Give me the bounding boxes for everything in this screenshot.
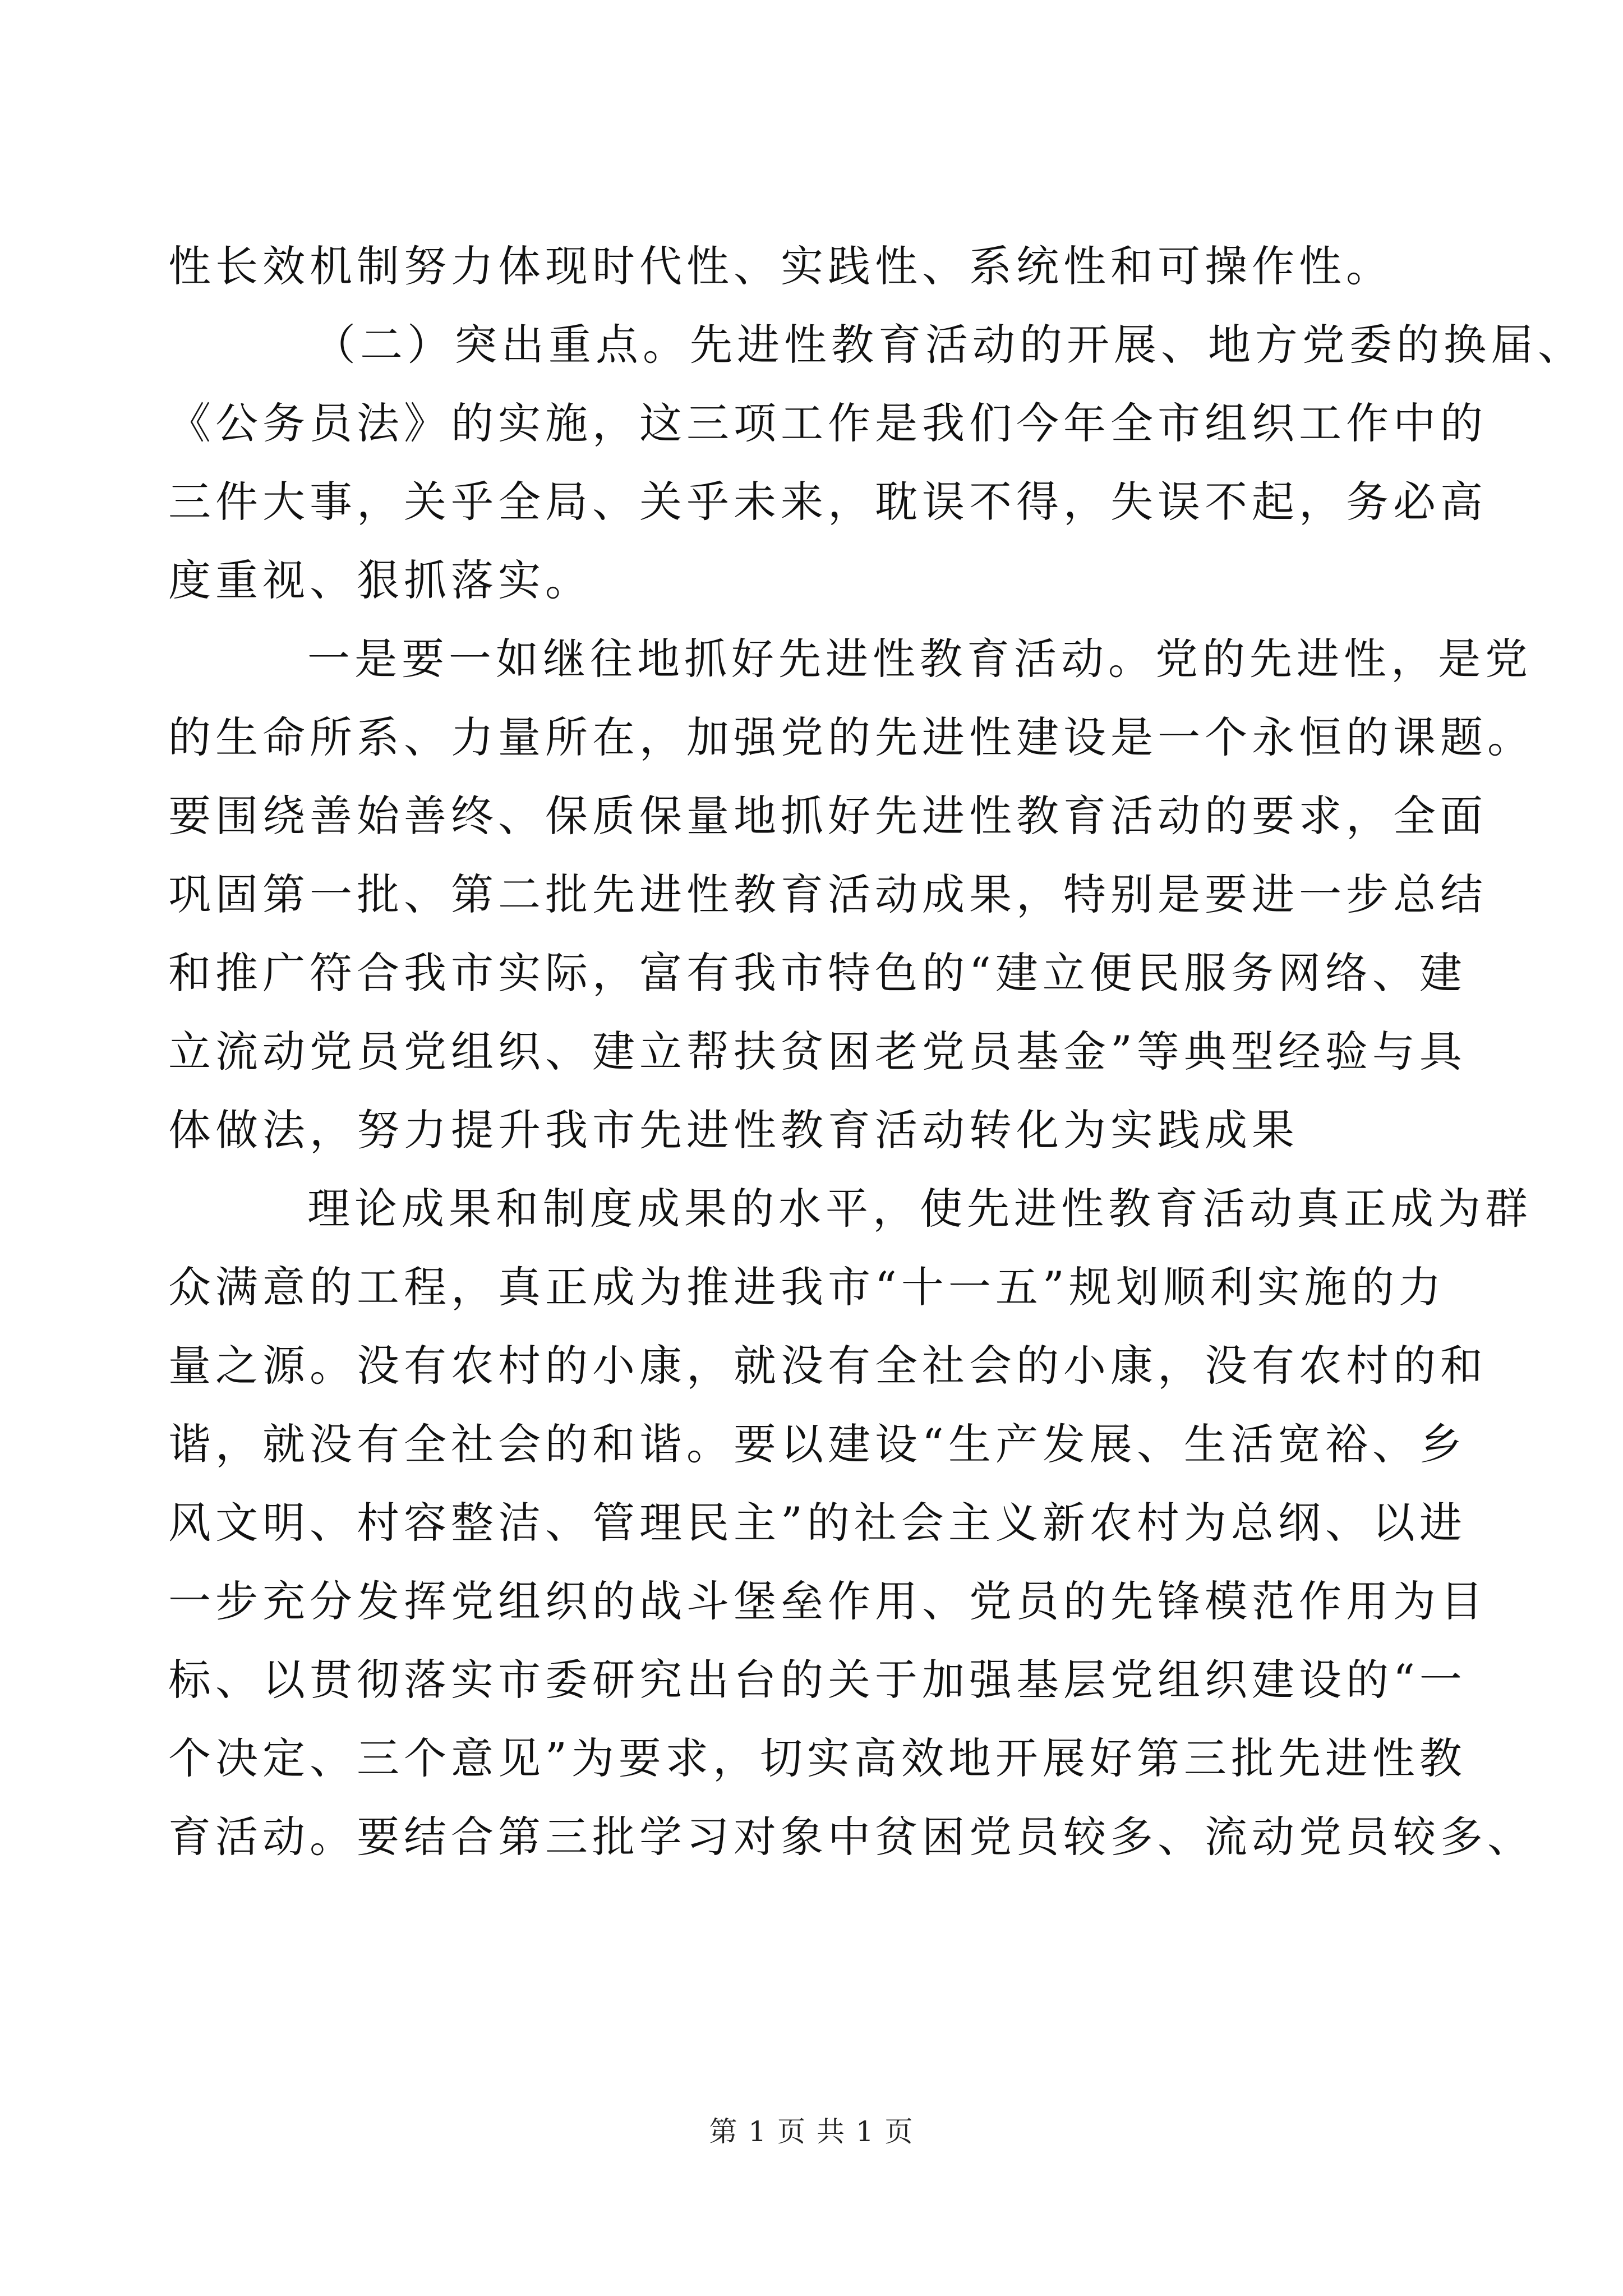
text-line: （二）突出重点。先进性教育活动的开展、地方党委的换届、 [313, 320, 1585, 370]
text-line: 性长效机制努力体现时代性、实践性、系统性和可操作性。 [168, 241, 1393, 291]
text-line: 理论成果和制度成果的水平，使先进性教育活动真正成为群 [307, 1184, 1532, 1234]
text-line: 和推广符合我市实际，富有我市特色的“建立便民服务网络、建 [168, 948, 1467, 998]
page-footer [0, 2112, 1623, 2151]
text-line: 一步充分发挥党组织的战斗堡垒作用、党员的先锋模范作用为目 [168, 1576, 1487, 1626]
text-line: 的生命所系、力量所在，加强党的先进性建设是一个永恒的课题。 [168, 712, 1534, 762]
text-line: 体做法，努力提升我市先进性教育活动转化为实践成果 [168, 1105, 1299, 1155]
text-line: 一是要一如继往地抓好先进性教育活动。党的先进性，是党 [307, 634, 1532, 684]
text-line: 《公务员法》的实施，这三项工作是我们今年全市组织工作中的 [168, 398, 1487, 448]
page-number-label: 第 1 页 共 1 页 [709, 2115, 914, 2148]
text-line: 标、以贯彻落实市委研究出台的关于加强基层党组织建设的“一 [168, 1655, 1467, 1705]
text-line: 三件大事，关乎全局、关乎未来，耽误不得，失误不起，务必高 [168, 477, 1487, 527]
text-line: 要围绕善始善终、保质保量地抓好先进性教育活动的要求，全面 [168, 791, 1487, 841]
text-line: 众满意的工程，真正成为推进我市“十一五”规划顺利实施的力 [168, 1262, 1446, 1312]
text-line: 风文明、村容整洁、管理民主”的社会主义新农村为总纲、以进 [168, 1498, 1467, 1548]
text-line: 度重视、狠抓落实。 [168, 555, 592, 605]
text-line: 育活动。要结合第三批学习对象中贫困党员较多、流动党员较多、 [168, 1812, 1534, 1862]
document-body [168, 227, 1585, 1876]
text-line: 立流动党员党组织、建立帮扶贫困老党员基金”等典型经验与具 [168, 1027, 1467, 1076]
text-line: 谐，就没有全社会的和谐。要以建设“生产发展、生活宽裕、乡 [168, 1419, 1467, 1469]
text-line: 个决定、三个意见”为要求，切实高效地开展好第三批先进性教 [168, 1733, 1467, 1783]
text-line: 量之源。没有农村的小康，就没有全社会的小康，没有农村的和 [168, 1341, 1487, 1391]
text-line: 巩固第一批、第二批先进性教育活动成果，特别是要进一步总结 [168, 869, 1487, 919]
